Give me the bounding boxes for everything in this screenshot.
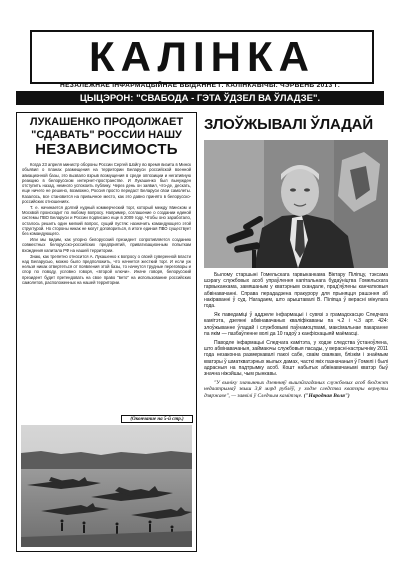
continuation-note: (Окончание на 5-й стр.) xyxy=(121,415,193,423)
right-paragraph-quote xyxy=(204,380,388,399)
newspaper-subline: НЕЗАЛЕЖНАЕ ІНФАРМАЦЫЙНАЕ ВЫДАННЕ Г. КАЛІНКАВІЧЫ. ЧЭРВЕНЬ 2013 Г. xyxy=(60,82,340,89)
newspaper-title: КАЛІНКА xyxy=(89,33,315,80)
quote-banner: ЦЫЦЭРОН: "СВАБОДА - ГЭТА ЎДЗЕЛ ВА ЎЛАДЗЕ". xyxy=(16,91,384,105)
military-aircraft-photo xyxy=(21,425,192,547)
left-headline-line-3: НЕЗАВИСИМОСТЬ xyxy=(35,141,178,159)
right-paragraph: Паводле інфармацыі Следчага камітэта, у ходзе следства ўстаноўлена, што абвінавачаныя, займаючы службовыя пасады, у верасні-кастрычніку 2011 года незаконна размеркавалі пакоі сабе, сваім сваякам, блізкім і знаёмым кватэры ў шматкватэрных жылых дамах, часткі якіх пазначаныя ў Гомелі і былі адрасныя на падтрымку асоб. Кошт набытых абвінавачанымі кватэр быў значна ніжэйшы, чым рынкавы. xyxy=(204,340,388,378)
left-paragraph: Знаю, как трепетно относится А. Лукашенко к вопросу о своей суверенной власти над Беларусью, можно было предположить, что начнется жесткий торг. И если уж нельзя никак отвертеться от появления этой базы, то начнутся трудные переговоры и спор по поводу, условно говоря, «второй ключи». Иначе говоря, белорусский президент будет претендовать на свое право "вето" на использование российских самолетов, расположенных на нашей территории. xyxy=(22,253,191,285)
left-article-body xyxy=(17,159,196,285)
right-paragraph: Як паведаміці ў аддзеле інфармацыі і сувязі з грамадскасцю Следчага камітэта, дзеянні абвінавачаных кваліфікаваны па ч.2 і ч.3 арт. 424: злоўжыванне ўладай і службовымі паўнамоцтвамі, максімальнае пакаранне па якім — пазбаўленне волі да 10 гадоў з канфіскацыяй маёмасці. xyxy=(204,312,388,337)
left-headline-line-1: ЛУКАШЕНКО ПРОДОЛЖАЕТ xyxy=(29,116,184,128)
official-portrait-photo xyxy=(204,140,388,268)
left-paragraph: Когда 23 апреля министр обороны России Сергей Шойгу во время визита в Минск объявил о планах размещения на территории Беларуси российской военной авиационной базы, это вызвало взрыв возмущения в среде оппозиции и негативную реакцию в белорусском интернет-пространстве. И Лукашенко был вынужден отступить назад, немного успокоить публику. Через день он заявил, что-де, дескать, еще ничего не решено, возможно, Россия просто передаст Беларуси свои самолеты. Казалось, все становится на привычное место, как это давно принято в белорусско-российских отношениях. xyxy=(22,162,191,204)
right-paragraph: Былому старшыні Гомельскага гарвыканкама Віктару Пілiпцу, тэксама шэрагу службовых асоб упраўлення капітальнага будаўніцтва Гомельскага гарвыканкама, замяшаным у кватэрным скандале, прад'яўлены канчатковыя абвінавачанні. Справа перададзена пракурору для прыняцця рашэння аб накіраванні ў суд. Нагадаем, што арыштавалі В. Пiлiпца ў верасні мінулага года. xyxy=(204,272,388,310)
masthead xyxy=(30,30,374,84)
left-paragraph: Или мы видим, как упорно белорусский президент сопротивляется созданию совместных белорусско-российских предприятий, приватизационным попыткам вхождения капитала РФ на нашей территории. xyxy=(22,237,191,253)
left-article xyxy=(16,112,197,552)
left-headline-line-2: "СДАВАТЬ" РОССИИ НАШУ xyxy=(31,128,182,141)
right-headline: ЗЛОЎЖЫВАЛІ ЎЛАДАЙ xyxy=(204,116,373,133)
quote-text: "У выніку злачынных дзеянняў вышэйзгаданых службовых асоб бюджэт недаатрымаў звыш 3,8 млрд рублёў, у ходзе следства кватэры вернуты дзяржаве", — заявілі ў Следчым камітэце. xyxy=(204,380,388,399)
left-paragraph: Т. е. начинается долгий нудный коммерческий торг, который между Минском и Москвой происходит по любому вопросу. Например, соглашение о создании единой системы ПВО Беларуси и России подписано еще в 2009 году. Чтобы оно заработало, осталось решить один мелкий вопрос, сущий пустяк: назначить командующего этой структурой. Но стороны никак не могут договориться, в итоге единая ПВО существует без командующего. xyxy=(22,204,191,236)
article-source: ("Народная Воля") xyxy=(303,392,350,399)
right-article-body xyxy=(204,272,388,402)
